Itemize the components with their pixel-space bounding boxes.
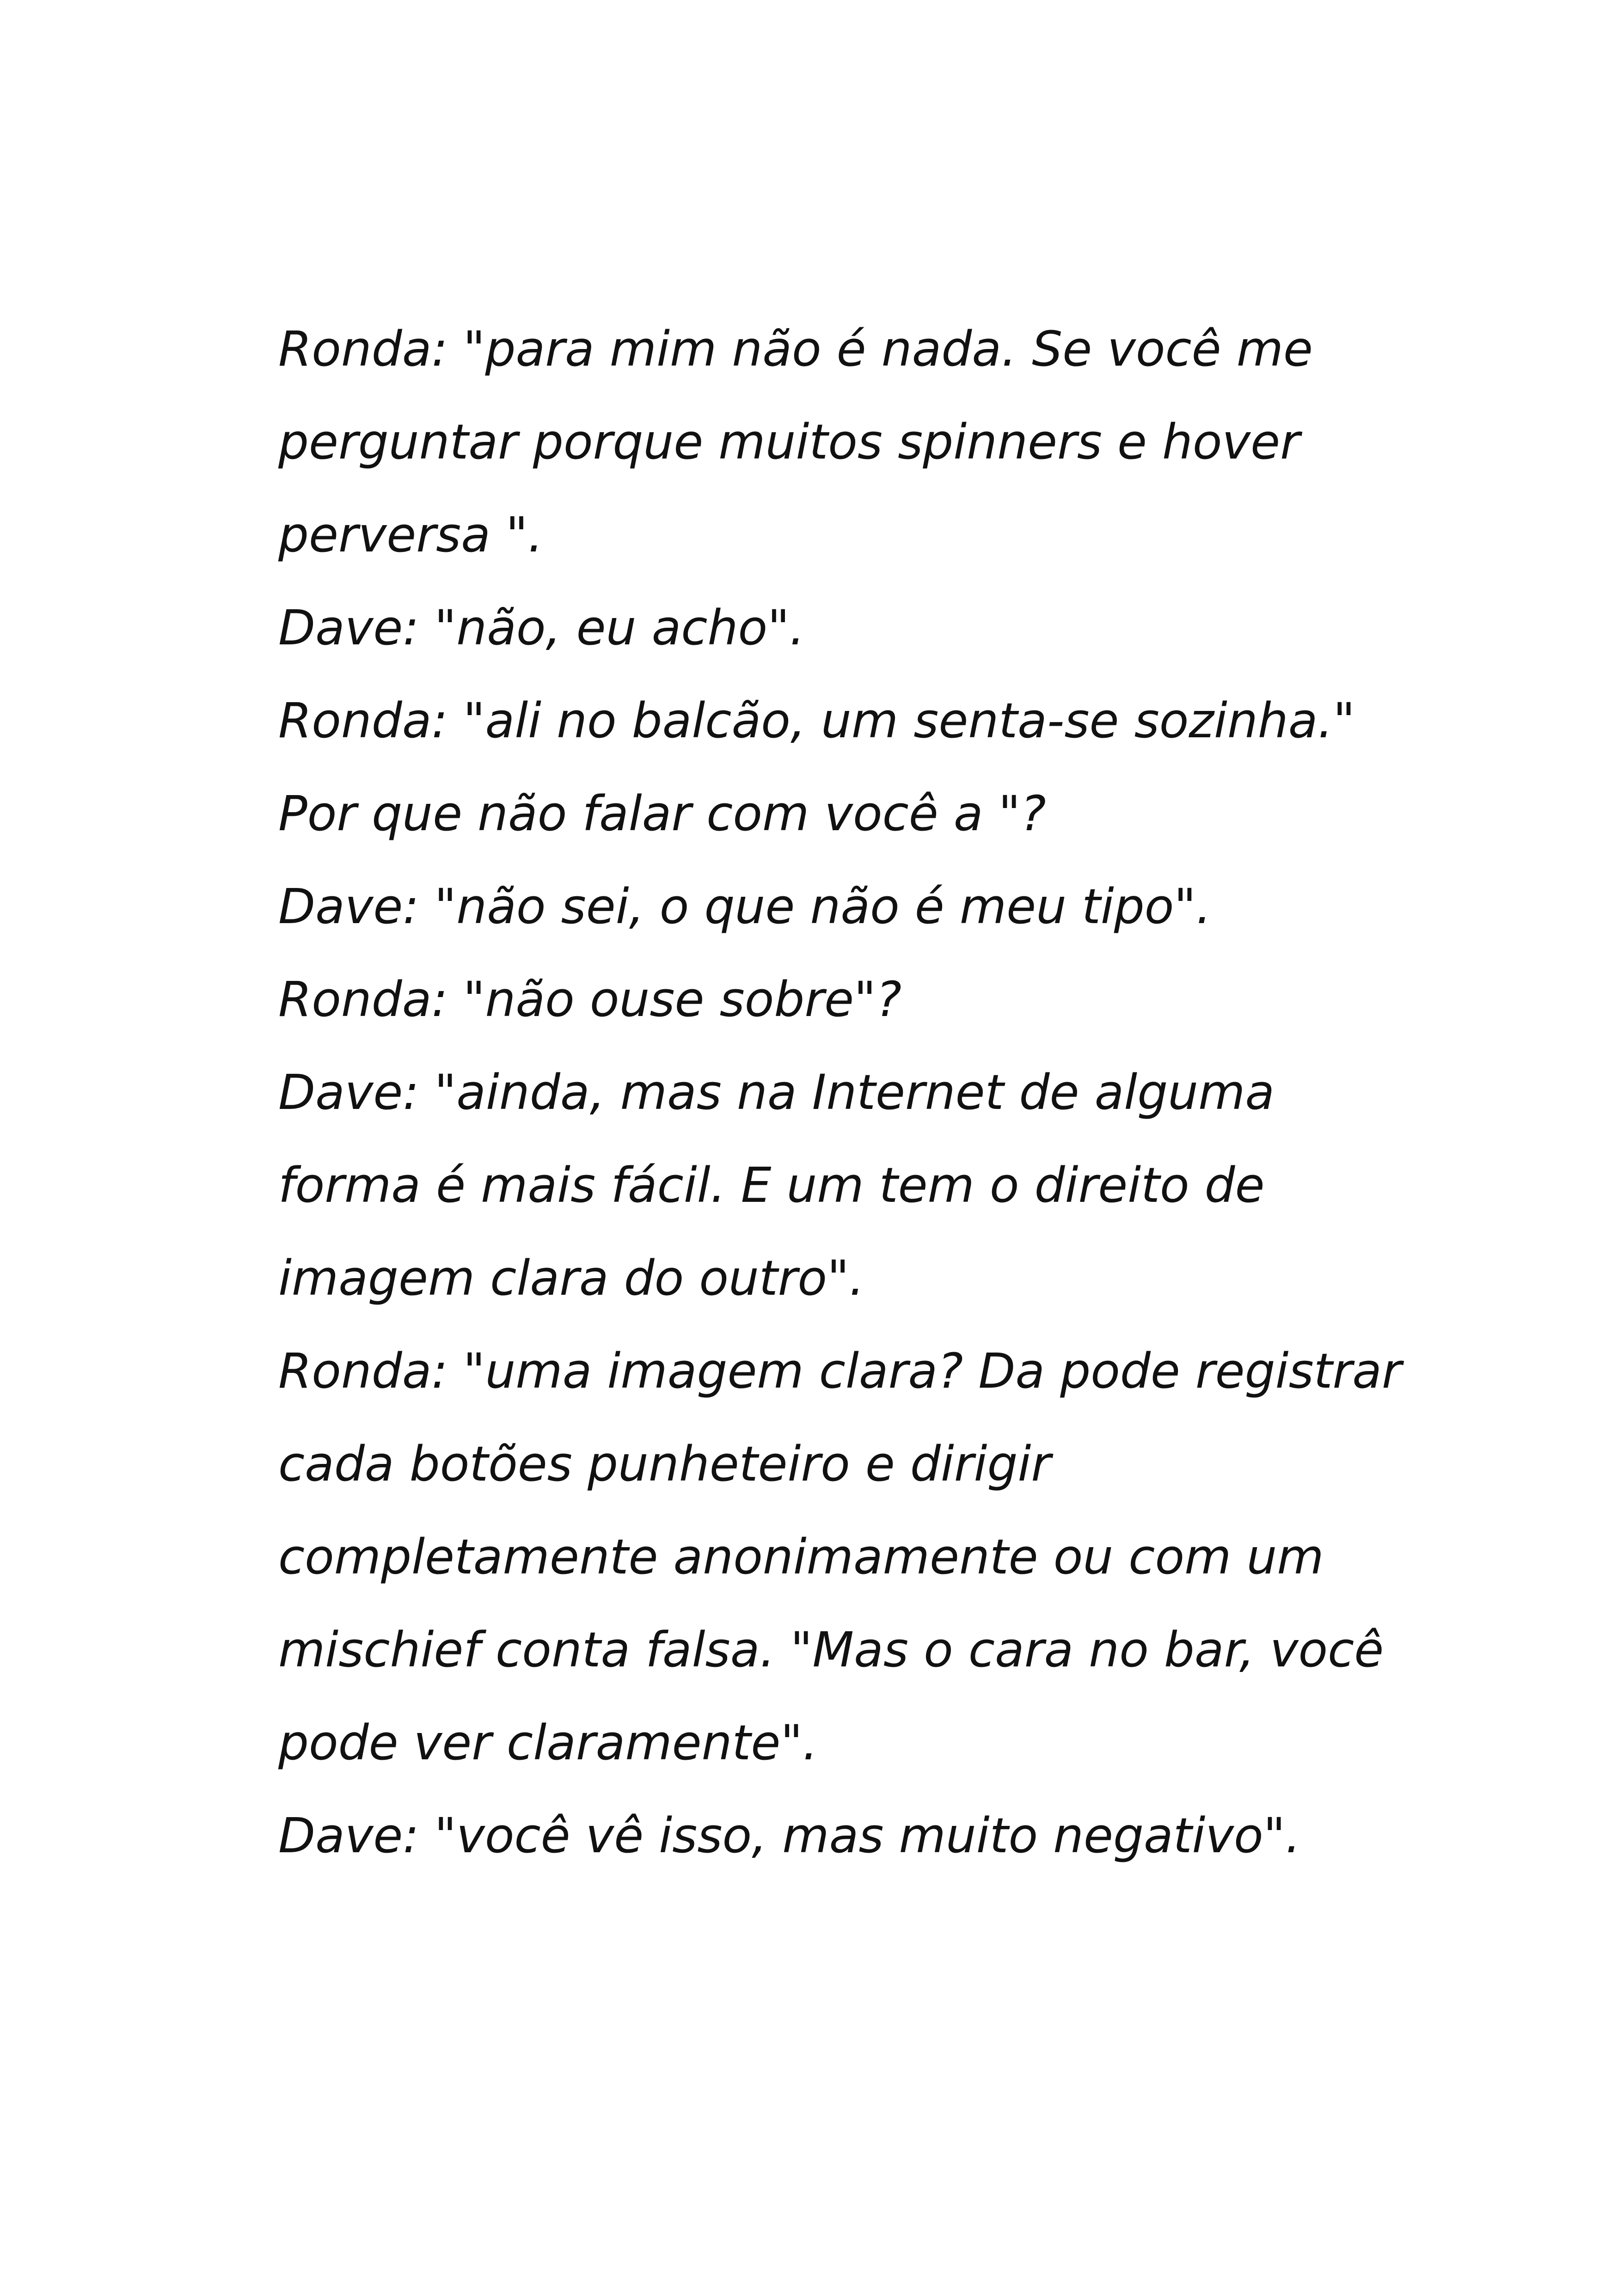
dialogue-text	[278, 314, 1402, 1894]
text-line: mischief conta falsa. "Mas o cara no bar, você	[278, 1622, 1384, 1678]
text-line: Por que não falar com você a "?	[278, 785, 1046, 842]
text-line: cada botões punheteiro e dirigir	[278, 1436, 1051, 1492]
text-line: Ronda: "ali no balcão, um senta-se sozinha."	[278, 692, 1355, 749]
text-line: forma é mais fácil. E um tem o direito de	[278, 1157, 1265, 1213]
text-line: Dave: "você vê isso, mas muito negativo".	[278, 1807, 1301, 1864]
text-line: Ronda: "uma imagem clara? Da pode registrar	[278, 1343, 1402, 1399]
text-line: pode ver claramente".	[278, 1714, 818, 1771]
text-line: imagem clara do outro".	[278, 1250, 864, 1306]
text-line: Dave: "ainda, mas na Internet de alguma	[278, 1064, 1275, 1120]
text-line: Ronda: "para mim não é nada. Se você me	[278, 321, 1313, 377]
text-line: Ronda: "não ouse sobre"?	[278, 971, 902, 1028]
text-line: Dave: "não sei, o que não é meu tipo".	[278, 878, 1212, 935]
text-line: completamente anonimamente ou com um	[278, 1529, 1324, 1585]
text-line: perguntar porque muitos spinners e hover	[278, 414, 1300, 470]
text-line: Dave: "não, eu acho".	[278, 600, 805, 656]
text-line: perversa ".	[278, 507, 543, 563]
